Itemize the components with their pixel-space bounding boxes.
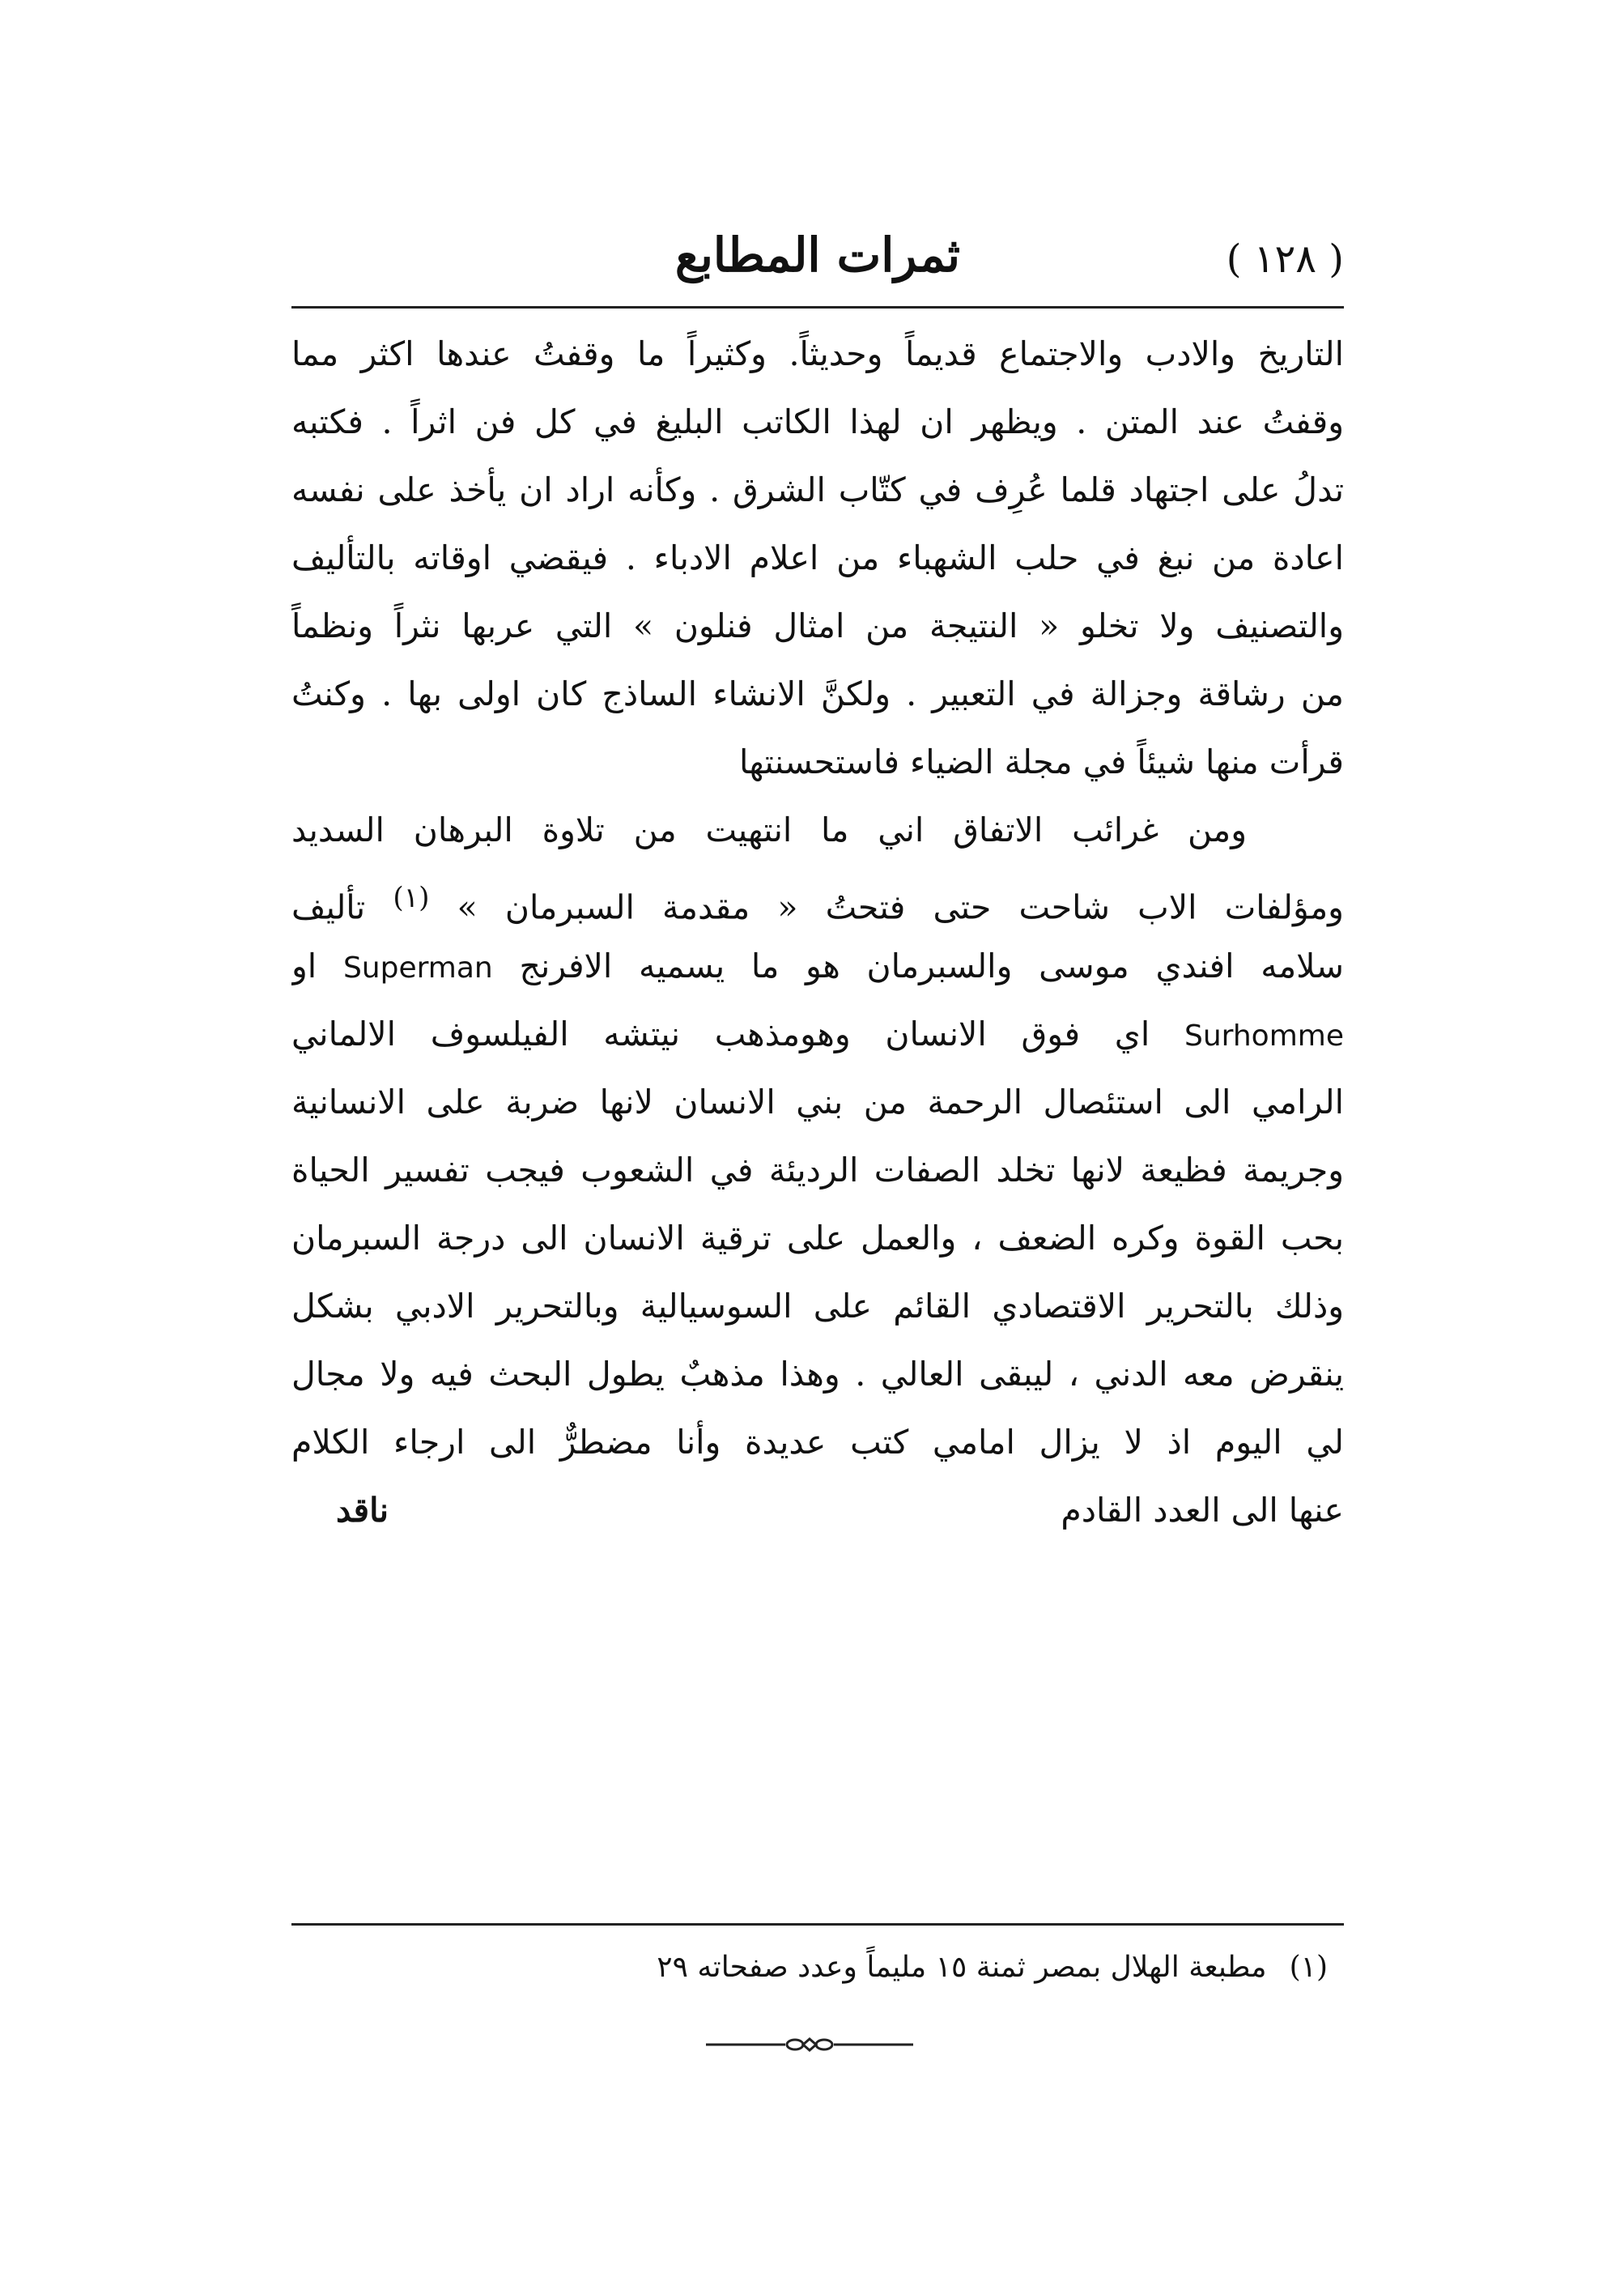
body-text xyxy=(291,320,1344,1544)
text-line: اعادة من نبغ في حلب الشهباء من اعلام الادباء . فيقضي اوقاته بالتأليف xyxy=(291,538,1344,577)
text-segment: اي فوق الانسان وهومذهب نيتشه الفيلسوف الالماني xyxy=(291,1015,1150,1053)
text-line: بحب القوة وكره الضعف ، والعمل على ترقية الانسان الى درجة السبرمان xyxy=(291,1219,1344,1258)
paragraph-first-line: ومن غرائب الاتفاق اني ما انتهيت من تلاوة البرهان السديد xyxy=(291,811,1247,849)
footnote-rule xyxy=(291,1923,1344,1926)
text-line: لي اليوم اذ لا يزال امامي كتب عديدة وأنا مضطرٌّ الى ارجاء الكلام xyxy=(291,1423,1344,1462)
latin-term-surhomme: Surhomme xyxy=(1184,1019,1344,1053)
running-title: ثمرات المطابع xyxy=(674,228,961,283)
closing-line xyxy=(291,1476,1344,1544)
author-signature: ناقد xyxy=(336,1491,389,1530)
text-line: تدلُ على اجتهاد قلما عُرِف في كتّاب الشرق . وكأنه اراد ان يأخذ على نفسه xyxy=(291,470,1344,509)
footnote-reference: (١) xyxy=(393,882,430,914)
text-segment: تأليف xyxy=(291,887,393,927)
text-line: وجريمة فظيعة لانها تخلد الصفات الرديئة في الشعوب فيجب تفسير الحياة xyxy=(291,1151,1344,1190)
text-line: التاريخ والادب والاجتماع قديماً وحديثاً. وكثيراً ما وقفتُ عندها اكثر مما xyxy=(291,334,1344,373)
text-line: من رشاقة وجزالة في التعبير . ولكنَّ الانشاء الساذج كان اولى بها . وكنتُ xyxy=(291,675,1344,713)
text-segment: سلامه افندي موسى والسبرمان هو ما يسميه الافرنج xyxy=(519,947,1344,985)
text-line-with-note xyxy=(291,864,1344,932)
running-head xyxy=(291,223,1344,296)
closing-text: عنها الى العدد القادم xyxy=(1061,1491,1344,1530)
text-line-with-latin xyxy=(291,932,1344,1000)
latin-term-superman: Superman xyxy=(342,951,493,985)
text-line: وقفتُ عند المتن . ويظهر ان لهذا الكاتب البليغ في كل فن اثراً . فكتبه xyxy=(291,402,1344,441)
text-line-with-latin xyxy=(291,1000,1344,1068)
text-segment: او xyxy=(291,947,317,985)
footnote-text: مطبعة الهلال بمصر ثمنة ١٥ مليماً وعدد صفحاته ٢٩ xyxy=(657,1951,1267,1984)
ornament-divider-icon xyxy=(704,2032,915,2057)
text-line: ينقرض معه الدني ، ليبقى العالي . وهذا مذهبٌ يطول البحث فيه ولا مجال xyxy=(291,1355,1344,1394)
footnote-marker: (١) xyxy=(1289,1951,1328,1984)
text-segment: ومؤلفات الاب شاحت حتى فتحتُ « مقدمة السبرمان » xyxy=(457,887,1344,927)
text-line: وذلك بالتحرير الاقتصادي القائم على السوسيالية وبالتحرير الادبي بشكل xyxy=(291,1287,1344,1326)
text-line: الرامي الى استئصال الرحمة من بني الانسان لانها ضربة على الانسانية xyxy=(291,1083,1344,1121)
text-line: قرأت منها شيئاً في مجلة الضياء فاستحسنتها xyxy=(738,743,1344,781)
footnote xyxy=(291,1939,1344,1996)
text-line: والتصنيف ولا تخلو « النتيجة من امثال فنلون » التي عربها نثراً ونظماً xyxy=(291,606,1344,645)
header-rule xyxy=(291,306,1344,309)
page-number: ( ١٢٨ ) xyxy=(1226,236,1344,282)
